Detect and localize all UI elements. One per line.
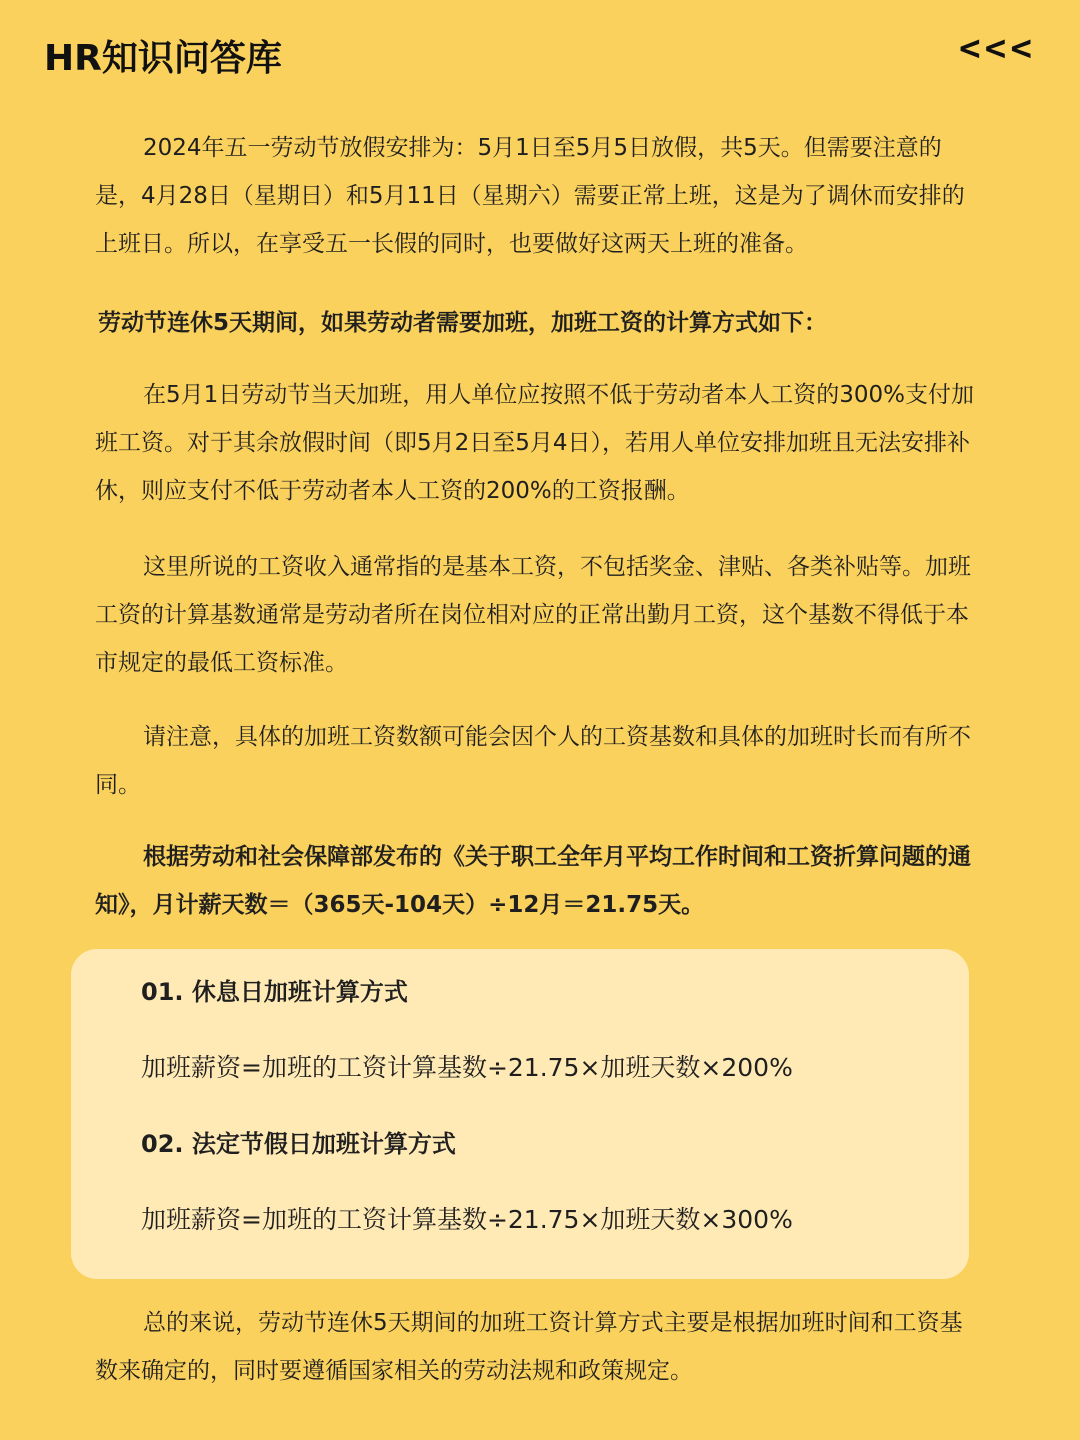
- paragraph-overtime-rates: 在5月1日劳动节当天加班，用人单位应按照不低于劳动者本人工资的300%支付加班工资。对于其余放假时间（即5月2日至5月4日），若用人单位安排加班且无法安排补休，则应支付不低于劳动者本人工资的200%的工资报酬。: [95, 382, 975, 504]
- paragraph-note: 请注意，具体的加班工资数额可能会因个人的工资基数和具体的加班时长而有所不同。: [95, 724, 971, 798]
- paragraph-holiday-schedule: 2024年五一劳动节放假安排为：5月1日至5月5日放假，共5天。但需要注意的是，4月28日（星期日）和5月11日（星期六）需要正常上班，这是为了调休而安排的上班日。所以，在享受五一长假的同时，也要做好这两天上班的准备。: [95, 135, 965, 257]
- page-title: HR知识问答库: [44, 38, 282, 79]
- paragraph-overtime-heading: 劳动节连休5天期间，如果劳动者需要加班，加班工资的计算方式如下：: [98, 310, 828, 336]
- holiday-formula: 加班薪资=加班的工资计算基数÷21.75×加班天数×300%: [141, 1205, 793, 1234]
- holiday-heading: 02. 法定节假日加班计算方式: [141, 1130, 456, 1158]
- formula-card: [71, 949, 969, 1279]
- paragraph-wage-base: 这里所说的工资收入通常指的是基本工资，不包括奖金、津贴、各类补贴等。加班工资的计算基数通常是劳动者所在岗位相对应的正常出勤月工资，这个基数不得低于本市规定的最低工资标准。: [95, 554, 971, 676]
- paragraph-monthly-days: 根据劳动和社会保障部发布的《关于职工全年月平均工作时间和工资折算问题的通知》，月计薪天数＝（365天-104天）÷12月＝21.75天。: [95, 844, 971, 918]
- rest-day-formula: 加班薪资=加班的工资计算基数÷21.75×加班天数×200%: [141, 1053, 793, 1082]
- rest-day-heading: 01. 休息日加班计算方式: [141, 978, 408, 1006]
- chevron-left-icon: <<<: [958, 28, 1036, 69]
- paragraph-summary: 总的来说，劳动节连休5天期间的加班工资计算方式主要是根据加班时间和工资基数来确定的，同时要遵循国家相关的劳动法规和政策规定。: [95, 1310, 963, 1384]
